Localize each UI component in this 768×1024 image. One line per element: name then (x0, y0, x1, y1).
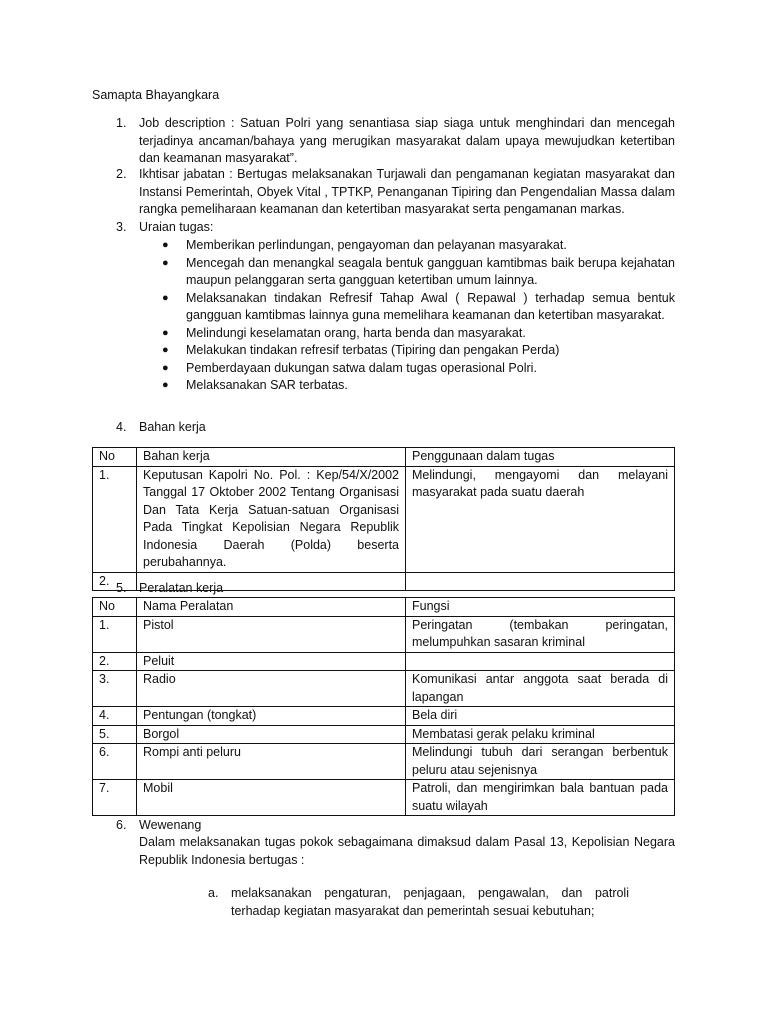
table-cell: Melindungi tubuh dari serangan berbentuk peluru atau sejenisnya (406, 744, 675, 780)
table-row (93, 744, 675, 780)
table-cell: 2. (93, 572, 137, 591)
table-cell: Borgol (137, 725, 406, 744)
equipment-table (92, 597, 675, 816)
page-title: Samapta Bhayangkara (92, 88, 220, 102)
table-cell (406, 652, 675, 671)
section-number: 4. (116, 420, 127, 434)
table-row (93, 780, 675, 816)
table-cell: 4. (93, 707, 137, 726)
list-item-text: Mencegah dan menangkal seagala bentuk gangguan kamtibmas baik berupa kejahatan maupun pelanggaran serta gangguan ketertiban umum lainnya. (186, 255, 675, 287)
table-row (93, 707, 675, 726)
section-number: 6. (116, 818, 127, 832)
bullet-icon: ● (162, 361, 169, 374)
list-item (160, 255, 675, 290)
table-row (93, 671, 675, 707)
authority-item-text: melaksanakan pengaturan, penjagaan, pengawalan, dan patroli terhadap kegiatan masyarakat dan pemerintah sesuai kebutuhan; (231, 886, 629, 918)
section-label: Uraian tugas: (139, 220, 214, 234)
table-cell: 5. (93, 725, 137, 744)
list-item (160, 325, 675, 343)
column-header: Penggunaan dalam tugas (406, 448, 675, 467)
table-row (93, 725, 675, 744)
section-number: 1. (116, 116, 127, 130)
section-label: Bahan kerja (139, 420, 206, 434)
list-item-text: Melindungi keselamatan orang, harta benda dan masyarakat. (186, 325, 526, 340)
list-item (160, 377, 675, 395)
table-cell: Membatasi gerak pelaku kriminal (406, 725, 675, 744)
bullet-icon: ● (162, 291, 169, 304)
table-row (93, 652, 675, 671)
list-item-text: Melaksanakan SAR terbatas. (186, 378, 348, 392)
column-header: Nama Peralatan (137, 598, 406, 617)
bullet-icon: ● (162, 326, 169, 339)
table-cell: Mobil (137, 780, 406, 816)
table-cell: Patroli, dan mengirimkan bala bantuan pada suatu wilayah (406, 780, 675, 816)
section-number: 5. (116, 581, 127, 595)
table-cell: Bela diri (406, 707, 675, 726)
list-item-text: Pemberdayaan dukungan satwa dalam tugas operasional Polri. (186, 360, 537, 375)
table-cell: Radio (137, 671, 406, 707)
section-number: 3. (116, 220, 127, 234)
list-item-text: Melaksanakan tindakan Refresif Tahap Awal ( Repawal ) terhadap semua bentuk gangguan kamtibmas lainnya guna memelihara keamanan dan ketertiban masyarakat. (186, 290, 675, 322)
list-item (160, 290, 675, 325)
table-cell: 1. (93, 616, 137, 652)
section-number: 2. (116, 167, 127, 181)
bullet-icon: ● (162, 256, 169, 269)
authority-intro-paragraph: Dalam melaksanakan tugas pokok sebagaimana dimaksud dalam Pasal 13, Kepolisian Negara Republik Indonesia bertugas : (139, 835, 675, 867)
duties-list (160, 237, 675, 395)
table-cell: Pentungan (tongkat) (137, 707, 406, 726)
section-label: Wewenang (139, 818, 202, 832)
table-cell: Melindungi, mengayomi dan melayani masyarakat pada suatu daerah (406, 466, 675, 572)
column-header: No (93, 598, 137, 617)
list-item-text: Memberikan perlindungan, pengayoman dan pelayanan masyarakat. (186, 238, 567, 252)
table-row (93, 466, 675, 572)
table-cell: 7. (93, 780, 137, 816)
table-cell: Peluit (137, 652, 406, 671)
section-label: Peralatan kerja (139, 581, 224, 595)
list-item (160, 360, 675, 378)
table-cell: Komunikasi antar anggota saat berada di lapangan (406, 671, 675, 707)
job-description-paragraph: Job description : Satuan Polri yang senantiasa siap siaga untuk menghindari dan mencegah terjadinya ancaman/bahaya yang merugikan masyarakat dalam upaya mewujudkan ketertiban dan keamanan masyarakat”. (139, 116, 675, 165)
table-cell: Pistol (137, 616, 406, 652)
table-cell: Rompi anti peluru (137, 744, 406, 780)
column-header: Fungsi (406, 598, 675, 617)
table-cell: 6. (93, 744, 137, 780)
table-header-row (93, 448, 675, 467)
list-item-text: Melakukan tindakan refresif terbatas (Tipiring dan pengakan Perda) (186, 343, 560, 357)
column-header: Bahan kerja (137, 448, 406, 467)
table-cell: 1. (93, 466, 137, 572)
list-letter: a. (208, 886, 219, 900)
table-cell: Keputusan Kapolri No. Pol. : Kep/54/X/2002 Tanggal 17 Oktober 2002 Tentang Organisasi Dan Tata Kerja Satuan-satuan Organisasi Pada Tingkat Kepolisian Negara Republik Indonesia Daerah (Polda) beserta perubahannya. (137, 466, 406, 572)
bullet-icon: ● (162, 239, 169, 251)
list-item (160, 342, 675, 360)
table-cell: Peringatan (tembakan peringatan, melumpuhkan sasaran kriminal (406, 616, 675, 652)
table-cell (406, 572, 675, 591)
table-header-row (93, 598, 675, 617)
table-row (93, 616, 675, 652)
work-materials-table (92, 447, 675, 591)
table-cell: 2. (93, 652, 137, 671)
bullet-icon: ● (162, 344, 169, 356)
column-header: No (93, 448, 137, 467)
table-cell: 3. (93, 671, 137, 707)
job-summary-paragraph: Ikhtisar jabatan : Bertugas melaksanakan Turjawali dan pengamanan kegiatan masyarakat dan Instansi Pemerintah, Obyek Vital , TPTKP, Penanganan Tipiring dan Pengendalian Massa dalam rangka pemeliharaan keamanan dan ketertiban masyarakat serta pengamanan markas. (139, 167, 675, 216)
list-item (160, 237, 675, 255)
bullet-icon: ● (162, 379, 169, 391)
